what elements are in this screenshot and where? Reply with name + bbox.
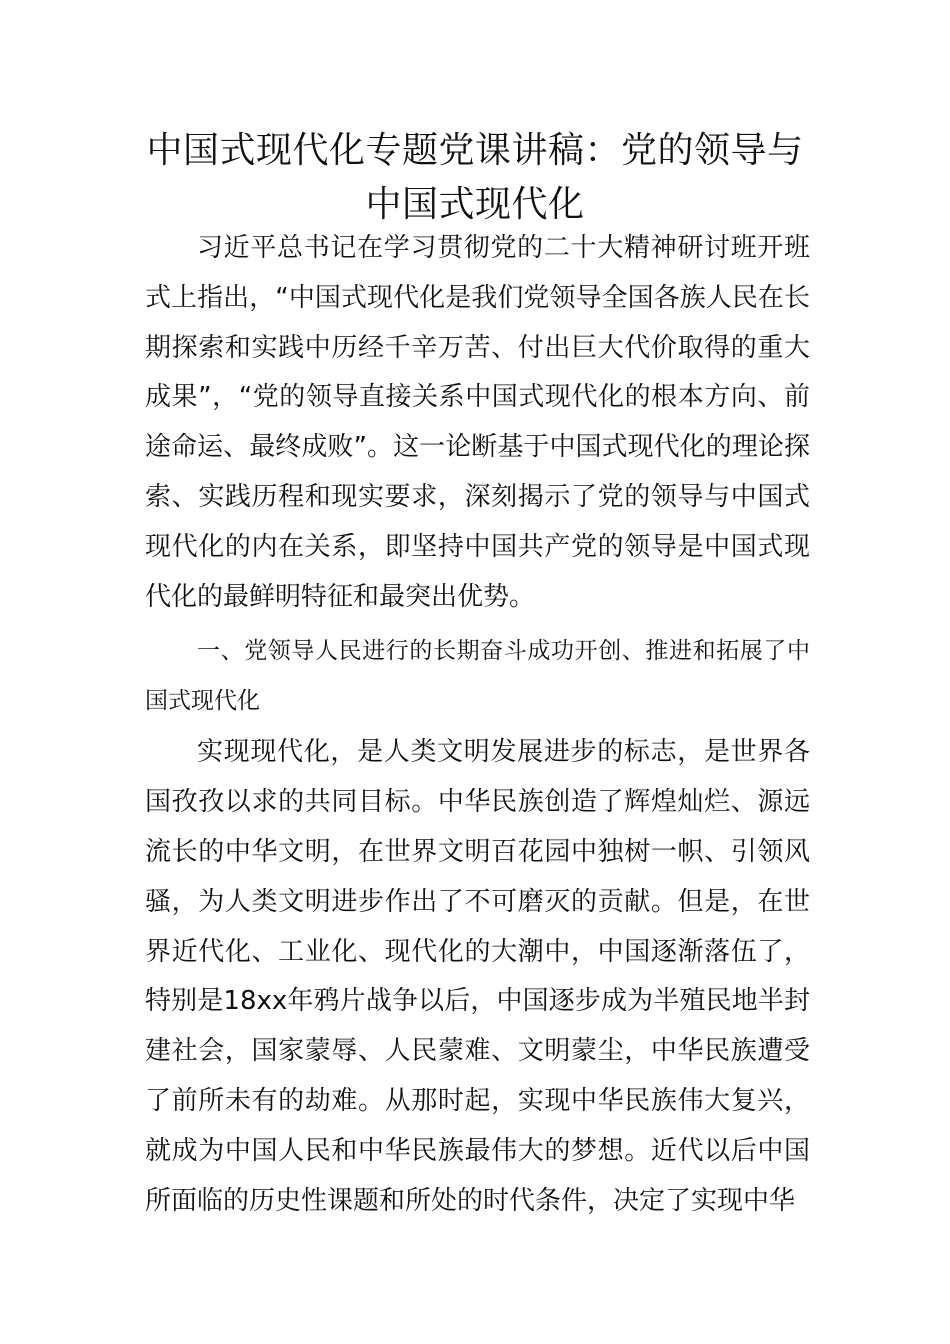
section-1-paragraph: 实现现代化，是人类文明发展进步的标志，是世界各国孜孜以求的共同目标。中华民族创造了辉煌灿烂、源远流长的中华文明，在世界文明百花园中独树一帜、引领风骚，为人类文明进步作出了不可磨灭的贡献。但是，在世界近代化、工业化、现代化的大潮中，中国逐渐落伍了，特别是18xx年鸦片战争以后，中国逐步成为半殖民地半封建社会，国家蒙辱、人民蒙难、文明蒙尘，中华民族遭受了前所未有的劫难。从那时起，实现中华民族伟大复兴，就成为中国人民和中华民族最伟大的梦想。近代以后中国所面临的历史性课题和所处的时代条件，决定了实现中华	[145, 737, 810, 1216]
intro-paragraph: 习近平总书记在学习贯彻党的二十大精神研讨班开班式上指出，“中国式现代化是我们党领导全国各族人民在长期探索和实践中历经千辛万苦、付出巨大代价取得的重大成果”，“党的领导直接关系中国式现代化的根本方向、前途命运、最终成败”。这一论断基于中国式现代化的理论探索、实践历程和现实要求，深刻揭示了党的领导与中国式现代化的内在关系，即坚持中国共产党的领导是中国式现代化的最鲜明特征和最突出优势。	[145, 233, 810, 612]
section-heading-1: 一、党领导人民进行的长期奋斗成功开创、推进和拓展了中国式现代化	[145, 638, 810, 715]
title-line-1: 中国式现代化专题党课讲稿：党的领导与	[146, 130, 804, 171]
document-body	[145, 224, 810, 1226]
document-title	[140, 124, 810, 232]
title-line-2: 中国式现代化	[365, 184, 585, 225]
